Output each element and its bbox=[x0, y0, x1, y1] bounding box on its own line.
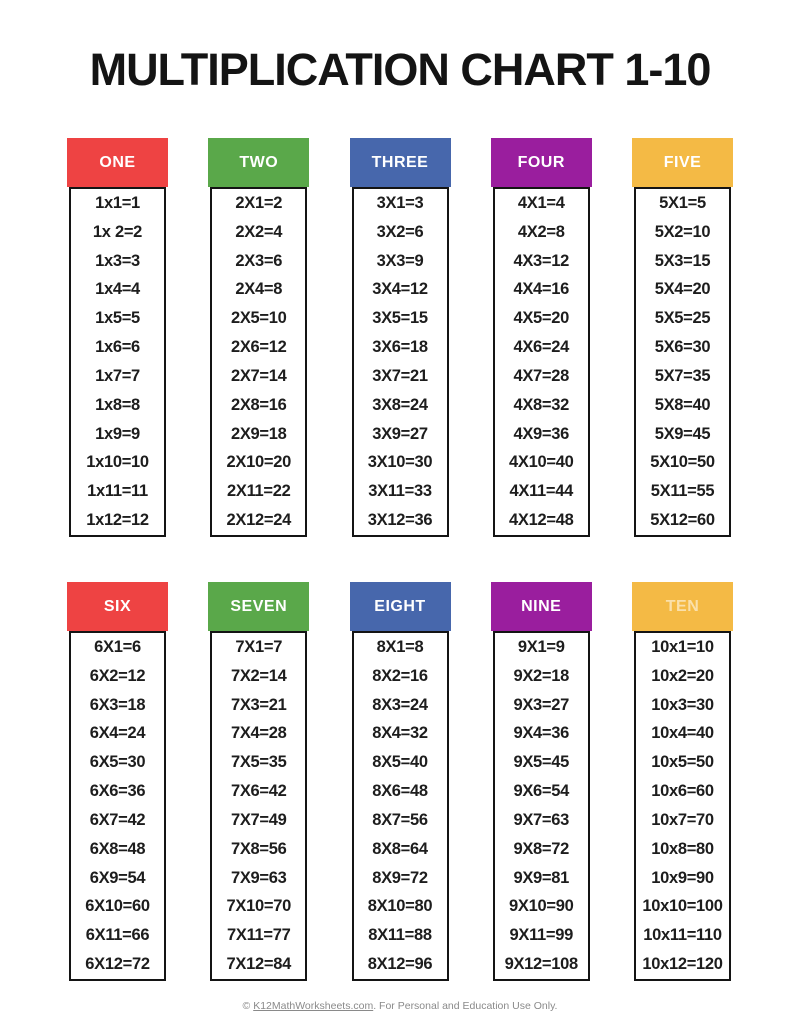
fact-cell: 7X3=21 bbox=[230, 695, 287, 714]
column-body-five bbox=[634, 187, 731, 537]
fact-cell: 10x3=30 bbox=[651, 695, 714, 714]
table-column-three bbox=[350, 138, 451, 537]
fact-cell: 7X11=77 bbox=[226, 926, 291, 945]
column-body-two bbox=[210, 187, 307, 537]
fact-cell: 2X5=10 bbox=[230, 309, 287, 328]
fact-cell: 4X2=8 bbox=[517, 222, 565, 241]
fact-cell: 8X7=56 bbox=[372, 810, 428, 829]
fact-cell: 6X7=42 bbox=[89, 810, 146, 829]
fact-cell: 4X5=20 bbox=[513, 309, 570, 328]
fact-cell: 10x2=20 bbox=[651, 666, 714, 685]
fact-cell: 9X1=9 bbox=[517, 637, 565, 656]
table-column-four bbox=[491, 138, 592, 537]
fact-cell: 8X11=88 bbox=[368, 926, 432, 945]
fact-cell: 8X2=16 bbox=[372, 666, 428, 685]
fact-cell: 9X5=45 bbox=[513, 753, 570, 772]
fact-cell: 3X7=21 bbox=[372, 366, 428, 385]
fact-cell: 9X2=18 bbox=[513, 666, 570, 685]
fact-cell: 3X9=27 bbox=[372, 424, 428, 443]
fact-cell: 4X12=48 bbox=[509, 511, 574, 530]
column-header-six: SIX bbox=[67, 582, 168, 631]
fact-cell: 1x9=9 bbox=[95, 424, 140, 443]
fact-cell: 2X8=16 bbox=[230, 395, 287, 414]
fact-cell: 2X6=12 bbox=[230, 338, 287, 357]
fact-cell: 2X1=2 bbox=[235, 193, 283, 212]
chart-row-1 bbox=[67, 138, 733, 537]
fact-cell: 7X6=42 bbox=[230, 782, 287, 801]
footer-link[interactable]: K12MathWorksheets.com bbox=[253, 1000, 374, 1012]
fact-cell: 6X10=60 bbox=[85, 897, 150, 916]
fact-cell: 6X5=30 bbox=[89, 753, 146, 772]
table-column-one bbox=[67, 138, 168, 537]
fact-cell: 10x5=50 bbox=[651, 753, 714, 772]
fact-cell: 2X9=18 bbox=[230, 424, 287, 443]
fact-cell: 3X11=33 bbox=[368, 482, 432, 501]
fact-cell: 3X1=3 bbox=[376, 193, 424, 212]
fact-cell: 4X8=32 bbox=[513, 395, 570, 414]
fact-cell: 1x5=5 bbox=[95, 309, 140, 328]
fact-cell: 5X5=25 bbox=[654, 309, 711, 328]
column-header-two: TWO bbox=[208, 138, 309, 187]
fact-cell: 5X12=60 bbox=[650, 511, 715, 530]
fact-cell: 8X10=80 bbox=[367, 897, 433, 916]
column-body-eight bbox=[352, 631, 449, 981]
fact-cell: 3X2=6 bbox=[376, 222, 424, 241]
fact-cell: 7X10=70 bbox=[226, 897, 291, 916]
fact-cell: 8X1=8 bbox=[376, 637, 424, 656]
column-header-five: FIVE bbox=[632, 138, 733, 187]
fact-cell: 3X8=24 bbox=[372, 395, 428, 414]
fact-cell: 5X11=55 bbox=[650, 482, 715, 501]
column-header-eight: EIGHT bbox=[350, 582, 451, 631]
fact-cell: 10x12=120 bbox=[642, 955, 723, 974]
fact-cell: 2X10=20 bbox=[226, 453, 291, 472]
fact-cell: 4X11=44 bbox=[509, 482, 573, 501]
fact-cell: 5X2=10 bbox=[654, 222, 711, 241]
fact-cell: 8X5=40 bbox=[372, 753, 428, 772]
footer-copyright: © bbox=[242, 1000, 254, 1012]
fact-cell: 4X4=16 bbox=[513, 280, 570, 299]
fact-cell: 2X12=24 bbox=[226, 511, 291, 530]
fact-cell: 9X3=27 bbox=[513, 695, 570, 714]
column-body-seven bbox=[210, 631, 307, 981]
fact-cell: 9X9=81 bbox=[513, 868, 570, 887]
fact-cell: 1x7=7 bbox=[95, 366, 140, 385]
fact-cell: 1x 2=2 bbox=[92, 222, 143, 241]
fact-cell: 5X9=45 bbox=[654, 424, 711, 443]
fact-cell: 2X11=22 bbox=[226, 482, 291, 501]
fact-cell: 3X10=30 bbox=[367, 453, 433, 472]
fact-cell: 1x6=6 bbox=[95, 338, 140, 357]
fact-cell: 7X7=49 bbox=[230, 810, 287, 829]
fact-cell: 1x4=4 bbox=[95, 280, 140, 299]
column-header-seven: SEVEN bbox=[208, 582, 309, 631]
table-column-seven bbox=[208, 582, 309, 981]
fact-cell: 7X9=63 bbox=[230, 868, 287, 887]
fact-cell: 6X1=6 bbox=[94, 637, 141, 656]
fact-cell: 9X8=72 bbox=[513, 839, 570, 858]
fact-cell: 10x7=70 bbox=[651, 810, 714, 829]
fact-cell: 4X10=40 bbox=[509, 453, 574, 472]
fact-cell: 10x4=40 bbox=[651, 724, 714, 743]
column-body-four bbox=[493, 187, 590, 537]
page-title: MULTIPLICATION CHART 1-10 bbox=[89, 44, 711, 95]
table-column-ten bbox=[632, 582, 733, 981]
table-column-nine bbox=[491, 582, 592, 981]
column-header-one: ONE bbox=[67, 138, 168, 187]
fact-cell: 3X6=18 bbox=[372, 338, 428, 357]
fact-cell: 7X12=84 bbox=[226, 955, 291, 974]
column-body-one bbox=[69, 187, 166, 537]
column-header-four: FOUR bbox=[491, 138, 592, 187]
fact-cell: 8X9=72 bbox=[372, 868, 428, 887]
column-header-three: THREE bbox=[350, 138, 451, 187]
fact-cell: 9X10=90 bbox=[509, 897, 574, 916]
table-column-five bbox=[632, 138, 733, 537]
table-column-two bbox=[208, 138, 309, 537]
fact-cell: 9X7=63 bbox=[513, 810, 570, 829]
fact-cell: 10x1=10 bbox=[651, 637, 714, 656]
fact-cell: 1x12=12 bbox=[86, 511, 149, 530]
fact-cell: 6X6=36 bbox=[89, 782, 146, 801]
fact-cell: 2X7=14 bbox=[230, 366, 287, 385]
fact-cell: 6X11=66 bbox=[85, 926, 150, 945]
fact-cell: 3X5=15 bbox=[372, 309, 428, 328]
fact-cell: 4X1=4 bbox=[517, 193, 565, 212]
column-body-three bbox=[352, 187, 449, 537]
fact-cell: 10x8=80 bbox=[651, 839, 714, 858]
chart-row-2 bbox=[67, 582, 733, 981]
column-body-nine bbox=[493, 631, 590, 981]
fact-cell: 10x6=60 bbox=[651, 782, 714, 801]
fact-cell: 6X9=54 bbox=[89, 868, 146, 887]
fact-cell: 9X4=36 bbox=[513, 724, 570, 743]
fact-cell: 8X8=64 bbox=[372, 839, 428, 858]
fact-cell: 7X5=35 bbox=[230, 753, 287, 772]
fact-cell: 5X10=50 bbox=[650, 453, 715, 472]
fact-cell: 5X8=40 bbox=[654, 395, 711, 414]
fact-cell: 9X11=99 bbox=[509, 926, 573, 945]
fact-cell: 8X12=96 bbox=[367, 955, 433, 974]
fact-cell: 10x9=90 bbox=[651, 868, 714, 887]
fact-cell: 7X8=56 bbox=[230, 839, 287, 858]
fact-cell: 5X1=5 bbox=[659, 193, 706, 212]
column-header-nine: NINE bbox=[491, 582, 592, 631]
fact-cell: 7X2=14 bbox=[230, 666, 287, 685]
fact-cell: 4X3=12 bbox=[513, 251, 570, 270]
fact-cell: 2X4=8 bbox=[235, 280, 283, 299]
table-column-six bbox=[67, 582, 168, 981]
fact-cell: 6X8=48 bbox=[89, 839, 146, 858]
fact-cell: 7X4=28 bbox=[230, 724, 287, 743]
fact-cell: 3X4=12 bbox=[372, 280, 428, 299]
fact-cell: 6X2=12 bbox=[89, 666, 146, 685]
fact-cell: 5X6=30 bbox=[654, 338, 711, 357]
fact-cell: 4X9=36 bbox=[513, 424, 570, 443]
table-column-eight bbox=[350, 582, 451, 981]
fact-cell: 3X12=36 bbox=[367, 511, 433, 530]
fact-cell: 10x11=110 bbox=[643, 926, 722, 945]
fact-cell: 5X4=20 bbox=[654, 280, 711, 299]
fact-cell: 4X6=24 bbox=[513, 338, 570, 357]
fact-cell: 7X1=7 bbox=[235, 637, 283, 656]
fact-cell: 1x10=10 bbox=[86, 453, 149, 472]
footer bbox=[0, 1000, 800, 1012]
fact-cell: 1x1=1 bbox=[95, 193, 140, 212]
fact-cell: 1x11=11 bbox=[87, 482, 148, 501]
fact-cell: 9X6=54 bbox=[513, 782, 570, 801]
column-header-ten: TEN bbox=[632, 582, 733, 631]
fact-cell: 2X2=4 bbox=[235, 222, 283, 241]
fact-cell: 4X7=28 bbox=[513, 366, 570, 385]
fact-cell: 1x3=3 bbox=[95, 251, 140, 270]
fact-cell: 6X3=18 bbox=[89, 695, 146, 714]
fact-cell: 5X7=35 bbox=[654, 366, 711, 385]
footer-usage-text: . For Personal and Education Use Only. bbox=[373, 1000, 558, 1012]
fact-cell: 3X3=9 bbox=[376, 251, 424, 270]
fact-cell: 1x8=8 bbox=[95, 395, 140, 414]
column-body-six bbox=[69, 631, 166, 981]
fact-cell: 8X3=24 bbox=[372, 695, 428, 714]
fact-cell: 8X4=32 bbox=[372, 724, 428, 743]
fact-cell: 2X3=6 bbox=[235, 251, 283, 270]
fact-cell: 8X6=48 bbox=[372, 782, 428, 801]
fact-cell: 6X12=72 bbox=[85, 955, 150, 974]
fact-cell: 6X4=24 bbox=[89, 724, 146, 743]
fact-cell: 5X3=15 bbox=[654, 251, 711, 270]
fact-cell: 9X12=108 bbox=[504, 955, 578, 974]
fact-cell: 10x10=100 bbox=[642, 897, 723, 916]
column-body-ten bbox=[634, 631, 731, 981]
